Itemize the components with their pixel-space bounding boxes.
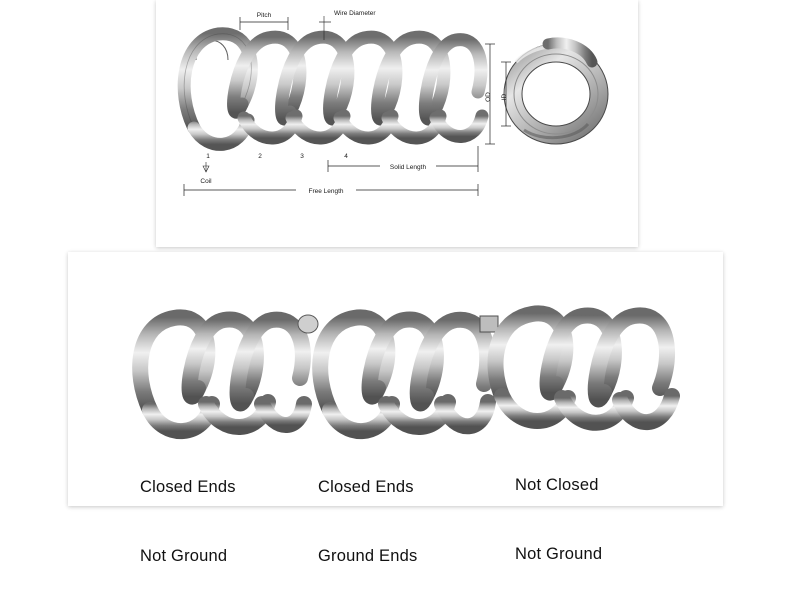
end-type-caption-line1: Closed Ends — [140, 478, 236, 496]
coil-callout — [200, 162, 212, 185]
end-type-caption — [140, 430, 236, 614]
od-label: OD — [485, 92, 492, 102]
end-type-caption-line1: Not Closed — [515, 476, 599, 494]
od-id-dimensions — [485, 44, 511, 144]
solid-length-label: Solid Length — [389, 164, 427, 171]
spring-end-view — [504, 43, 608, 144]
coil-number: 2 — [258, 153, 262, 160]
free-length-dimension — [184, 183, 478, 196]
wire-diameter-label: Wire Diameter — [334, 10, 376, 17]
end-type-caption-line1: Closed Ends — [318, 478, 414, 496]
spring-dimensions-svg — [156, 0, 638, 247]
coil-number: 3 — [300, 153, 304, 160]
spring-not-closed-not-ground-graphic — [488, 313, 682, 422]
end-type-caption-line2: Ground Ends — [318, 547, 418, 565]
end-type-caption-line2: Not Ground — [515, 545, 603, 563]
coil-number: 1 — [206, 153, 210, 160]
coil-label: Coil — [200, 178, 212, 185]
coil-numbers — [206, 153, 348, 160]
end-type-caption-line2: Not Ground — [140, 547, 228, 565]
solid-length-dimension — [328, 146, 478, 172]
id-label: ID — [501, 93, 508, 101]
end-type-caption — [515, 428, 602, 612]
spring-closed-ends-ground-ends-graphic — [320, 316, 498, 431]
pitch-label: Pitch — [256, 12, 272, 19]
end-type-caption — [318, 430, 417, 614]
spring-closed-ends-not-ground-graphic — [140, 315, 318, 431]
free-length-label: Free Length — [308, 188, 344, 195]
coil-number: 4 — [344, 153, 348, 160]
spring-dimensions-panel — [156, 0, 638, 247]
pitch-dimension — [240, 12, 288, 30]
spring-helix-graphic — [184, 34, 482, 145]
